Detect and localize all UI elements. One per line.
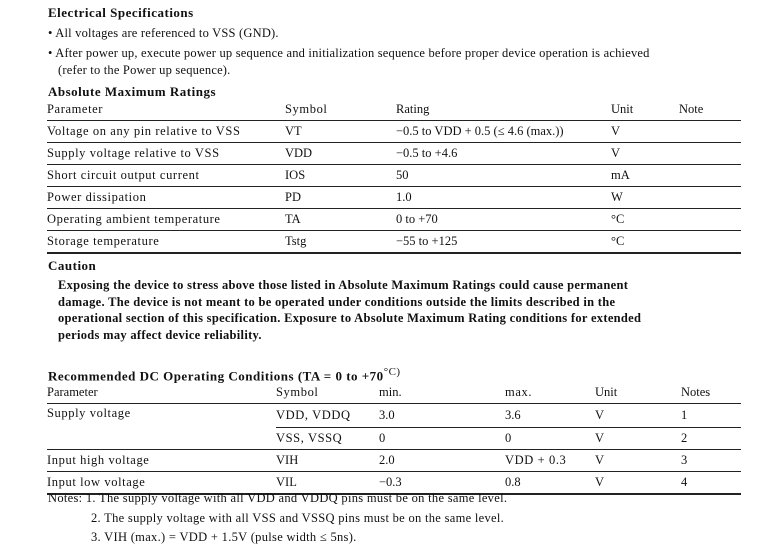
cell-parameter: Power dissipation xyxy=(47,187,285,209)
cell-notes: 3 xyxy=(681,449,741,471)
cell-note xyxy=(679,121,741,143)
cell-unit: mA xyxy=(611,165,679,187)
col-rating: Rating xyxy=(396,99,611,121)
table-row xyxy=(47,143,741,165)
col-unit: Unit xyxy=(611,99,679,121)
col-symbol: Symbol xyxy=(276,382,379,404)
notes-prefix: Notes: xyxy=(48,491,83,505)
cell-note xyxy=(679,165,741,187)
cell-parameter: Storage temperature xyxy=(47,231,285,254)
cell-symbol: IOS xyxy=(285,165,396,187)
col-parameter: Parameter xyxy=(47,99,285,121)
cell-note xyxy=(679,209,741,231)
cell-min: 2.0 xyxy=(379,449,505,471)
cell-symbol: PD xyxy=(285,187,396,209)
bullet-continuation: (refer to the Power up sequence). xyxy=(58,63,231,77)
col-parameter: Parameter xyxy=(47,382,276,404)
rdc-header-row xyxy=(47,382,741,404)
col-max: max. xyxy=(505,382,595,404)
cell-max: 0.8 xyxy=(505,471,595,494)
note-line xyxy=(48,491,507,506)
table-row xyxy=(47,427,741,449)
cell-notes: 4 xyxy=(681,471,741,494)
cell-unit: V xyxy=(595,404,681,428)
cell-symbol: TA xyxy=(285,209,396,231)
caution-body: Exposing the device to stress above those listed in Absolute Maximum Ratings could cause permanent damage. The device is not meant to be operated under conditions outside the limits described in the operational section of this specification. Exposure to Absolute Maximum Rating conditions for extended periods may affect device reliability. xyxy=(58,278,642,342)
cell-notes: 2 xyxy=(681,427,741,449)
cell-parameter: Short circuit output current xyxy=(47,165,285,187)
cell-symbol: VT xyxy=(285,121,396,143)
caution-title: Caution xyxy=(48,258,97,273)
cell-unit: V xyxy=(595,449,681,471)
cell-symbol: VDD xyxy=(285,143,396,165)
amr-title: Absolute Maximum Ratings xyxy=(48,84,217,99)
cell-rating: 1.0 xyxy=(396,187,611,209)
cell-max: VDD + 0.3 xyxy=(505,449,595,471)
cell-rating: 0 to +70 xyxy=(396,209,611,231)
cell-rating: −0.5 to +4.6 xyxy=(396,143,611,165)
table-row xyxy=(47,449,741,471)
bullet-item xyxy=(48,46,650,61)
col-symbol: Symbol xyxy=(285,99,396,121)
table-row xyxy=(47,231,741,254)
note-item: 1. The supply voltage with all VDD and VDDQ pins must be on the same level. xyxy=(85,491,508,505)
bullet-glyph: • xyxy=(48,46,53,60)
cell-parameter: Operating ambient temperature xyxy=(47,209,285,231)
cell-parameter: Supply voltage xyxy=(47,406,131,420)
cell-parameter: Input high voltage xyxy=(47,449,276,471)
cell-min: −0.3 xyxy=(379,471,505,494)
bullet-text: After power up, execute power up sequence and initialization sequence before proper device operation is achieved xyxy=(55,46,650,60)
cell-rating: 50 xyxy=(396,165,611,187)
cell-parameter xyxy=(47,427,276,449)
cell-symbol: VIH xyxy=(276,449,379,471)
rdc-title-text: Recommended DC Operating Conditions (TA = 0 to +70 xyxy=(48,368,384,384)
note-item: 2. The supply voltage with all VSS and VSSQ pins must be on the same level. xyxy=(91,511,505,525)
cell-unit: °C xyxy=(611,231,679,254)
note-item: 3. VIH (max.) = VDD + 1.5V (pulse width ≤ 5ns). xyxy=(91,530,357,544)
rdc-title-unit: °C) xyxy=(383,366,401,378)
cell-min: 0 xyxy=(379,427,505,449)
table-row xyxy=(47,187,741,209)
table-row xyxy=(47,121,741,143)
col-min: min. xyxy=(379,382,505,404)
cell-symbol: VIL xyxy=(276,471,379,494)
cell-note xyxy=(679,187,741,209)
cell-symbol: VDD, VDDQ xyxy=(276,404,379,428)
table-row xyxy=(47,165,741,187)
amr-header-row xyxy=(47,99,741,121)
cell-note xyxy=(679,231,741,254)
cell-rating: −55 to +125 xyxy=(396,231,611,254)
cell-parameter: Supply voltage relative to VSS xyxy=(47,143,285,165)
table-row xyxy=(47,404,741,428)
table-row xyxy=(47,209,741,231)
cell-parameter: Input low voltage xyxy=(47,471,276,494)
cell-notes: 1 xyxy=(681,404,741,428)
bullet-item xyxy=(48,26,279,41)
cell-symbol: VSS, VSSQ xyxy=(276,427,379,449)
cell-unit: V xyxy=(611,143,679,165)
cell-max: 0 xyxy=(505,427,595,449)
cell-parameter: Voltage on any pin relative to VSS xyxy=(47,121,285,143)
cell-unit: °C xyxy=(611,209,679,231)
cell-unit: V xyxy=(611,121,679,143)
cell-max: 3.6 xyxy=(505,404,595,428)
cell-symbol: Tstg xyxy=(285,231,396,254)
cell-unit: V xyxy=(595,471,681,494)
cell-note xyxy=(679,143,741,165)
cell-rating: −0.5 to VDD + 0.5 (≤ 4.6 (max.)) xyxy=(396,121,611,143)
cell-unit: V xyxy=(595,427,681,449)
bullet-text: All voltages are referenced to VSS (GND). xyxy=(55,26,279,40)
electrical-spec-title: Electrical Specifications xyxy=(48,5,194,20)
rdc-table xyxy=(47,382,741,495)
col-unit: Unit xyxy=(595,382,681,404)
bullet-glyph: • xyxy=(48,26,53,40)
cell-min: 3.0 xyxy=(379,404,505,428)
amr-table xyxy=(47,99,741,254)
col-note: Note xyxy=(679,99,741,121)
cell-unit: W xyxy=(611,187,679,209)
col-notes: Notes xyxy=(681,382,741,404)
